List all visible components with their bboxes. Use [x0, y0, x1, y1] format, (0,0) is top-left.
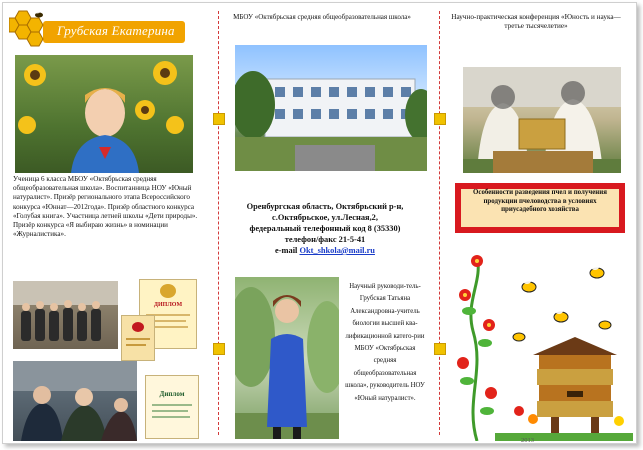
school-building-photo: [235, 45, 427, 171]
teacher-photo: [235, 277, 339, 439]
group-photo: [13, 361, 137, 441]
student-bio: Ученица 6 класса МБОУ «Октябрьская средняя общеобразовательная школа». Воспитанница НОУ «Юный натуралист». Призёр регионального этапа Всероссийского конкурса «Юннат—2012года». Призёр областного конкурса «Голубая книга». Участница летней школы «Дети природы». Призёр конкурса «Я выбираю жизнь» в номинации «Журналистика».: [13, 175, 198, 239]
page-year: 2013: [521, 437, 534, 444]
column-divider-left: [218, 11, 219, 435]
school-header: МБОУ «Октябрьская средняя общеобразовательная школа»: [233, 13, 411, 21]
brochure-page: [2, 2, 637, 444]
fold-marker: [213, 113, 225, 125]
student-name-banner: [9, 9, 187, 49]
student-name: Грубская Екатерина: [57, 23, 175, 38]
email-label: e-mail: [275, 246, 298, 255]
class-photo: [13, 281, 118, 349]
beekeepers-photo: [463, 67, 621, 173]
fold-marker: [434, 343, 446, 355]
fold-marker: [213, 343, 225, 355]
phone-fax: телефон/факс 21-5-41: [284, 235, 366, 244]
school-address: [227, 201, 423, 256]
column-divider-right: [439, 11, 440, 435]
certificate-image: [121, 315, 155, 361]
topic-box: [455, 183, 625, 233]
advisor-info: Научный руководи-тель- Грубская Татьяна Александровна-учитель биологии высшей ква-лификационной катего-рии МБОУ «Октябрьская средняя общеобразовательная школа», руководитель НОУ «Юный натуралист».: [345, 283, 425, 402]
diploma-title: Диплом: [159, 390, 185, 398]
diploma-title: ДИПЛОМ: [153, 302, 183, 308]
address-line: Оренбургская область, Октябрьский р-н,: [246, 202, 404, 211]
address-line: с.Октябрьское, ул.Лесная,2,: [272, 213, 378, 222]
diploma-image: [145, 375, 199, 439]
conference-header: Научно-практическая конференция «Юность и наука— третье тысячелетие»: [451, 13, 621, 30]
student-photo: [15, 55, 193, 173]
topic-title: Особенности разведения пчел и получения продукции пчеловодства в условиях приусадебного хозяйства: [461, 189, 619, 227]
fold-marker: [434, 113, 446, 125]
email-line: [227, 245, 423, 256]
email-link[interactable]: Okt_shkola@mail.ru: [299, 246, 375, 255]
honeycomb-icon: [9, 9, 53, 49]
beehive-icon: [455, 251, 633, 441]
phone-code: федеральный телефонный код 8 (35330): [249, 224, 401, 233]
